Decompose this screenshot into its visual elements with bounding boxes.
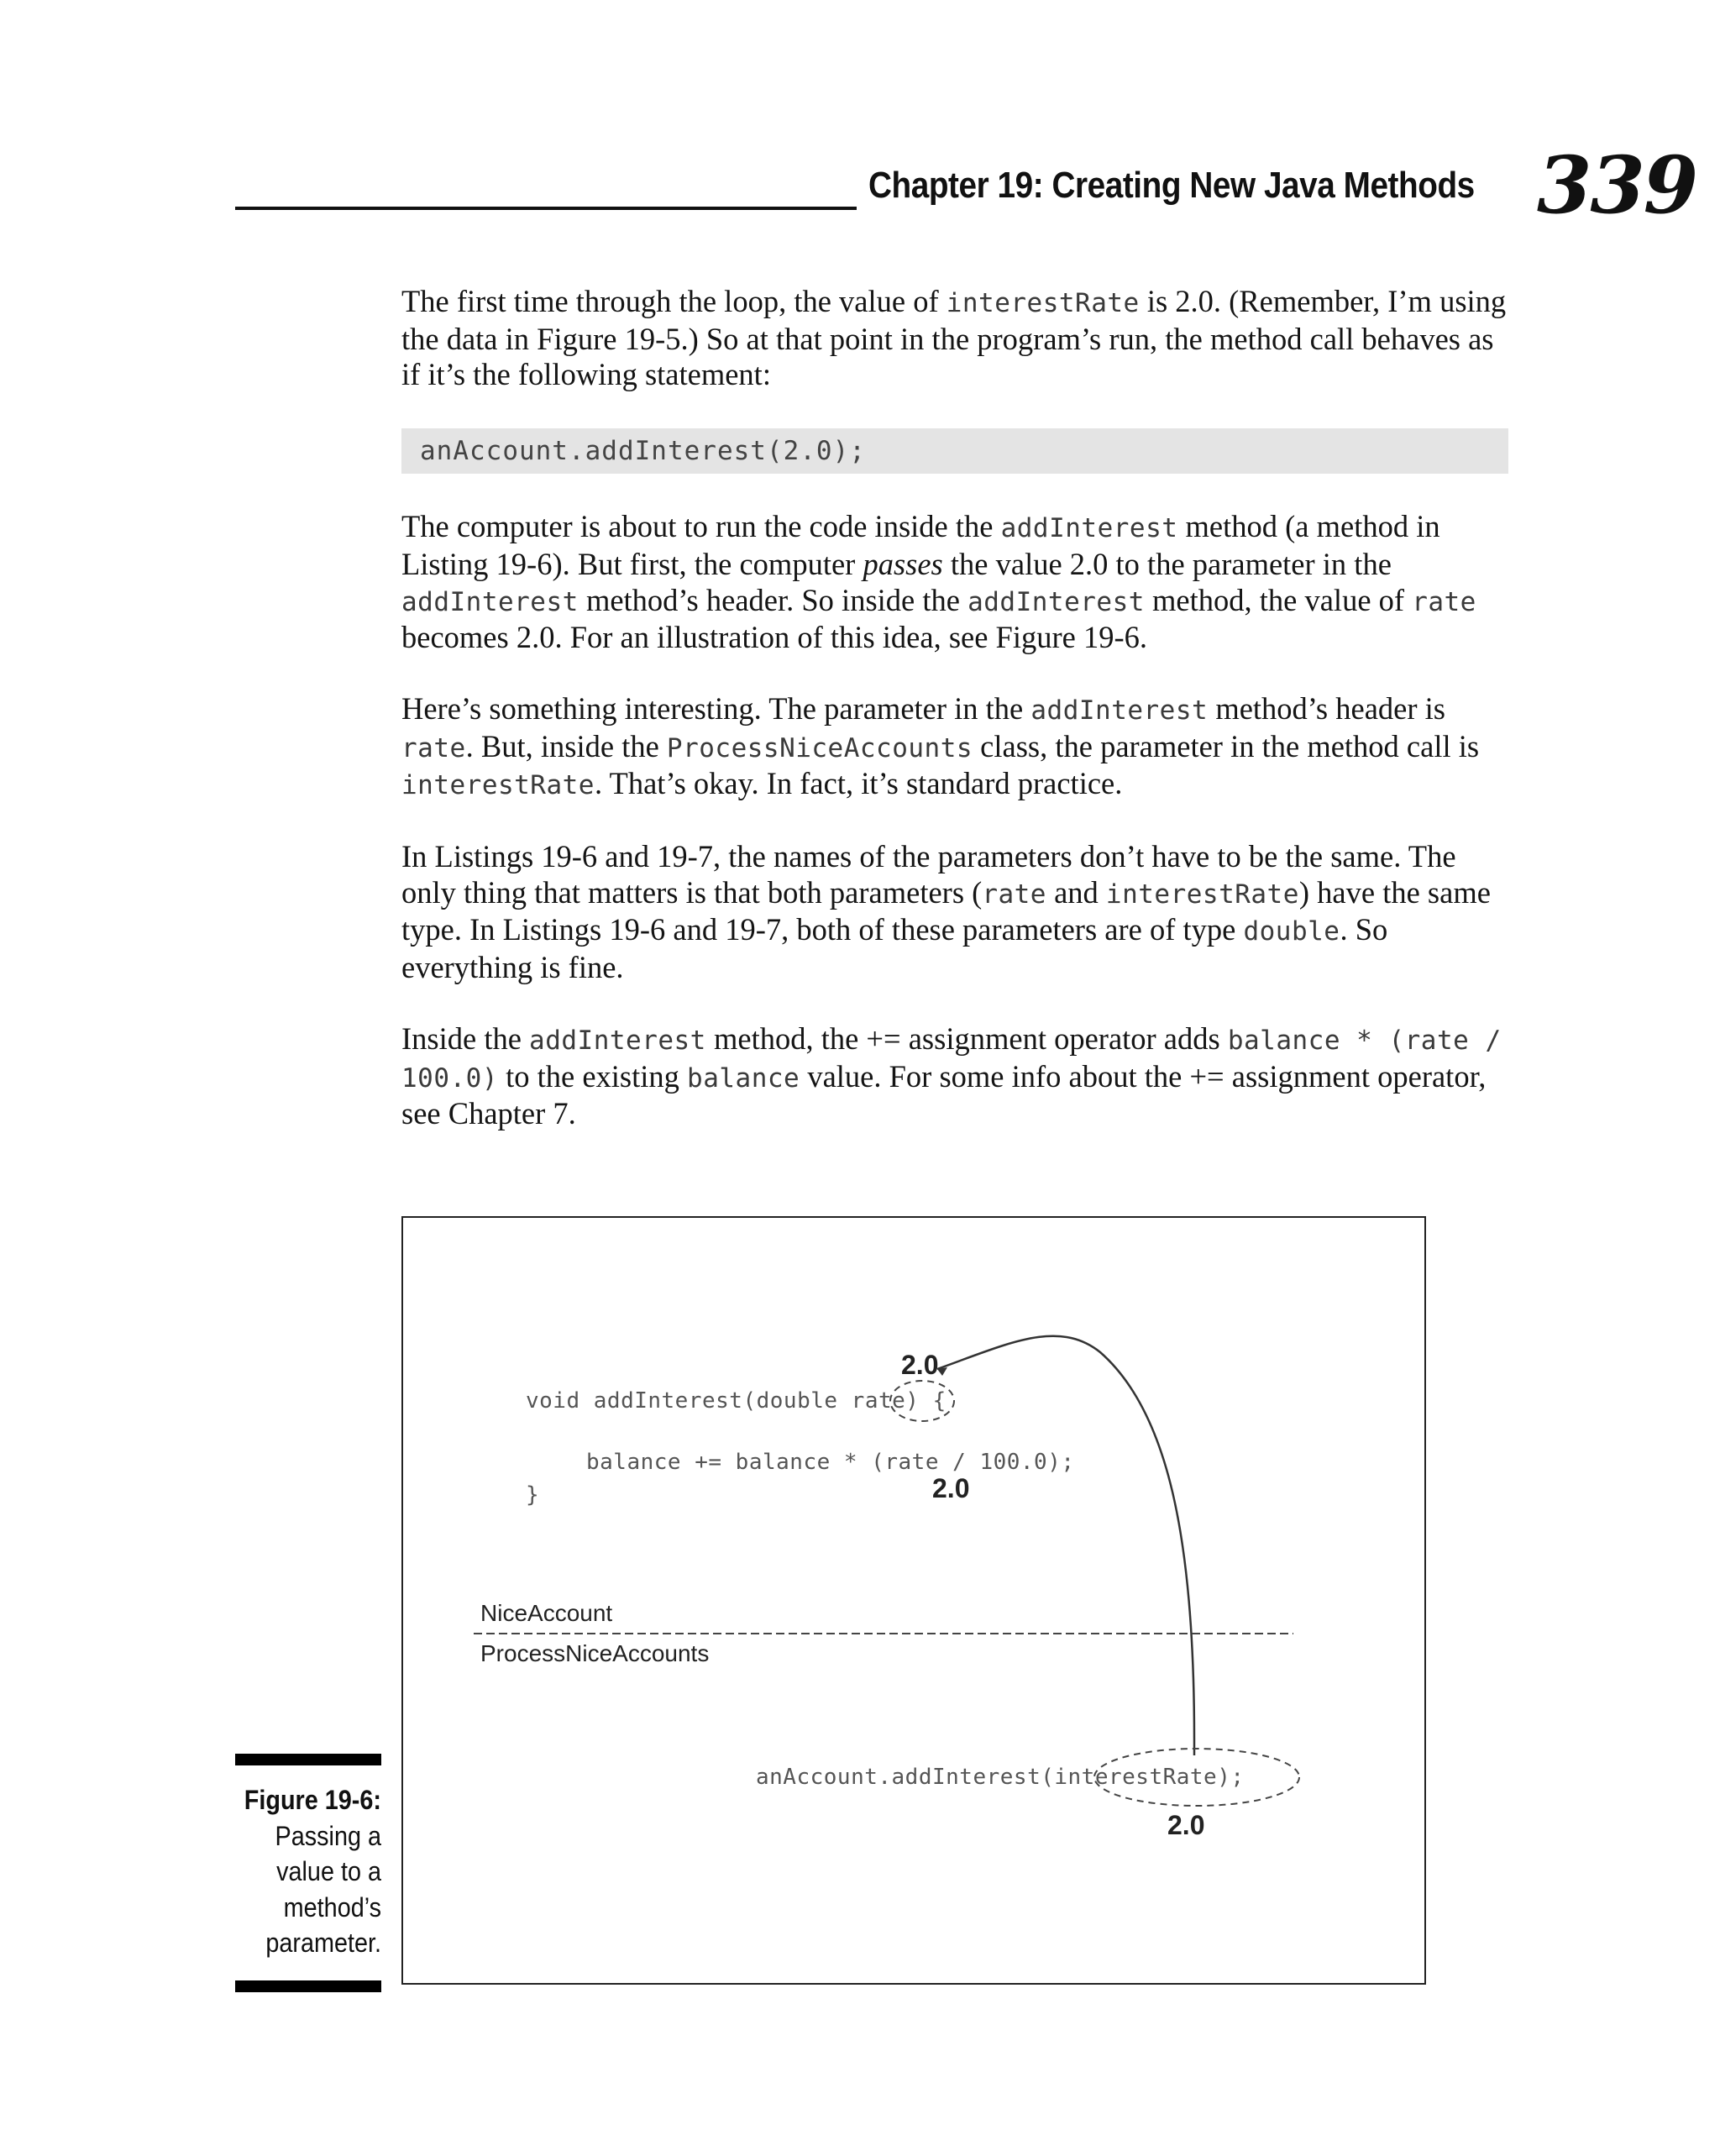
text-run: value. For some info about the += assignment operator, see Chapter 7.	[401, 1058, 1487, 1131]
inline-code: addInterest	[968, 586, 1145, 617]
figure-19-6	[401, 1216, 1426, 1985]
text-run: is 2.0. (Remember, I’m using the data in Figure 19-5.) So at that point in the program’s run, the method call behaves as if it’s the following statement:	[401, 284, 1507, 392]
text-run: method’s header. So inside the	[578, 582, 968, 617]
text-run: and	[1046, 874, 1106, 910]
inline-code: interestRate	[1105, 879, 1299, 910]
class-label-process-nice-accounts: ProcessNiceAccounts	[480, 1640, 710, 1666]
value-flow-arrow	[937, 1336, 1194, 1755]
paragraph-1	[401, 284, 1508, 393]
text-run: In Listings 19-6 and 19-7, the names of the parameters don’t have to be the same. The only thing that matters is that both parameters (	[401, 839, 1456, 910]
paragraph-4	[401, 839, 1508, 986]
inline-code: rate	[982, 879, 1046, 910]
inline-code: rate	[1412, 586, 1476, 617]
text-run: the value 2.0 to the parameter in the	[942, 546, 1392, 581]
caption-bottom-bar	[235, 1980, 381, 1992]
text-run: method’s header is	[1208, 690, 1445, 726]
value-middle: 2.0	[932, 1473, 970, 1503]
value-bottom: 2.0	[1167, 1810, 1205, 1840]
inline-code: addInterest	[1000, 513, 1178, 544]
text-run: method, the += assignment operator adds	[705, 1020, 1228, 1056]
text-run: Here’s something interesting. The parameter in the	[401, 690, 1031, 726]
text-run: . But, inside the	[465, 728, 667, 763]
inline-code: balance * (rate / 100.0)	[401, 1025, 1502, 1094]
inline-code: ProcessNiceAccounts	[666, 732, 973, 763]
text-run: becomes 2.0. For an illustration of this idea, see Figure 19-6.	[401, 620, 1147, 655]
text-run: ) have the same type. In Listings 19-6 and 19-7, both of these parameters are of type	[401, 874, 1491, 947]
text-run: class, the parameter in the method call is	[973, 728, 1480, 763]
text-run: to the existing	[497, 1058, 688, 1094]
text-run: method (a method in Listing 19-6). But first, the computer	[401, 509, 1440, 581]
inline-code: double	[1243, 916, 1340, 947]
inline-code: addInterest	[1030, 695, 1209, 726]
body-text	[401, 284, 1508, 1167]
code-statement: anAccount.addInterest(2.0);	[401, 428, 1508, 474]
class-label-nice-account: NiceAccount	[480, 1600, 613, 1626]
text-run: The first time through the loop, the value of	[401, 284, 947, 318]
header-rule	[235, 207, 857, 210]
value-top: 2.0	[901, 1350, 939, 1380]
inline-code: interestRate	[401, 770, 595, 801]
chapter-title: Chapter 19: Creating New Java Methods	[868, 165, 1475, 206]
paragraph-5	[401, 1021, 1508, 1132]
method-body: balance += balance * (rate / 100.0);	[586, 1450, 1075, 1475]
inline-code: rate	[401, 732, 466, 763]
paragraph-2	[401, 509, 1508, 656]
emphasis: passes	[863, 546, 943, 581]
page-number: 339	[1537, 139, 1697, 232]
inline-code: addInterest	[401, 586, 579, 617]
caption-text: Passing a value to a method’s parameter.	[265, 1820, 381, 1958]
closing-brace: }	[526, 1482, 540, 1508]
figure-diagram	[403, 1218, 1428, 1986]
text-run: . So everything is fine.	[401, 912, 1388, 985]
inline-code: balance	[687, 1062, 800, 1094]
inline-code: addInterest	[529, 1025, 706, 1056]
call-statement: anAccount.addInterest(interestRate);	[756, 1765, 1245, 1790]
inline-code: interestRate	[946, 288, 1140, 318]
caption-label: Figure 19-6:	[244, 1785, 381, 1815]
text-run: method, the value of	[1144, 582, 1413, 617]
text-run: . That’s okay. In fact, it’s standard practice.	[594, 766, 1123, 801]
caption-top-bar	[235, 1754, 381, 1765]
method-header: void addInterest(double rate) {	[526, 1388, 947, 1414]
text-run: Inside the	[401, 1020, 530, 1056]
figure-caption	[242, 1782, 381, 1961]
paragraph-3	[401, 691, 1508, 804]
text-run: The computer is about to run the code inside the	[401, 509, 1001, 544]
